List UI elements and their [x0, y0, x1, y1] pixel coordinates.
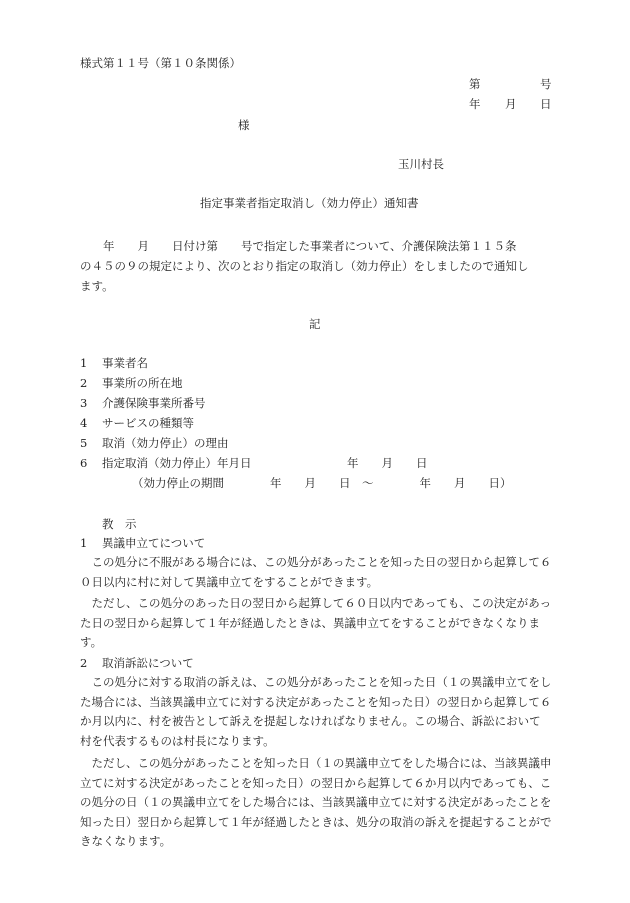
issuer: 玉川村長: [398, 157, 444, 171]
item-label: 事業者名: [102, 356, 148, 370]
section-paragraph: ただし、この処分があったことを知った日（１の異議申立てをした場合には、当該異議申立てに対する決定があったことを知った日）の翌日から起算して６か月以内であっても、この処分の日（１の異議申立てをした場合には、当該異議申立てに対する決定があったことを知った日）翌日から起算して１年が経過したときは、処分の取消の訴えを提起することができなくなります。: [80, 756, 552, 849]
item-label: 介護保険事業所番号: [102, 396, 206, 410]
section-heading: [80, 655, 194, 671]
section-number: 2: [80, 656, 88, 670]
item-number: 3: [80, 396, 88, 410]
item-label: 事業所の所在地: [102, 376, 183, 390]
item-number: 1: [80, 356, 88, 370]
doc-number-suffix: 号: [540, 77, 552, 91]
section-paragraph: ただし、この処分のあった日の翌日から起算して６０日以内であっても、この決定があった日の翌日から起算して１年が経過したときは、異議申立てをすることができなくなります。: [80, 596, 552, 650]
item-number: 2: [80, 376, 88, 390]
section-paragraph: この処分に対する取消の訴えは、この処分があったことを知った日（１の異議申立てをした場合には、当該異議申立てに対する決定があったことを知った日）の翌日から起算して６か月以内に、村を被告として訴えを提起しなければなりません。この場合、訴訟において村を代表するものは村長になります。: [80, 675, 552, 748]
item-label: 取消（効力停止）の理由: [102, 436, 229, 450]
section-paragraph: この処分に不服がある場合には、この処分があったことを知った日の翌日から起算して６０日以内に村に対して異議申立てをすることができます。: [80, 555, 552, 589]
suspension-period: （効力停止の期間 年 月 日 ～ 年 月 日）: [132, 476, 512, 490]
list-item: [80, 415, 194, 431]
item-label: サービスの種類等: [102, 416, 194, 430]
item-number: 4: [80, 416, 88, 430]
doc-number-prefix: 第: [469, 77, 481, 91]
body-text: [80, 236, 529, 296]
date-month-label: 月: [505, 97, 517, 111]
item6-date: 年 月 日: [347, 456, 428, 470]
date-day-label: 日: [540, 97, 552, 111]
form-number: 様式第１１号（第１０条関係）: [80, 56, 241, 70]
date-year-label: 年: [469, 97, 481, 111]
item-number: 6: [80, 456, 88, 470]
item-number: 5: [80, 436, 88, 450]
section-title: 異議申立てについて: [102, 536, 206, 550]
kyoji-heading: 教 示: [102, 517, 137, 531]
list-item: [80, 455, 252, 471]
section-title: 取消訴訟について: [102, 656, 194, 670]
addressee-suffix: 様: [238, 118, 250, 132]
section-heading: [80, 535, 205, 551]
list-item: [80, 375, 183, 391]
item-label: 指定取消（効力停止）年月日: [102, 456, 252, 470]
document-title: 指定事業者指定取消し（効力停止）通知書: [200, 196, 419, 210]
ki-label: 記: [309, 317, 321, 331]
body-line: ます。: [80, 279, 114, 293]
list-item: [80, 435, 229, 451]
section-number: 1: [80, 536, 88, 550]
list-item: [80, 395, 206, 411]
body-line: の４５の９の規定により、次のとおり指定の取消し（効力停止）をしましたので通知し: [80, 259, 529, 273]
list-item: [80, 355, 148, 371]
body-line: 年 月 日付け第 号で指定した事業者について、介護保険法第１１５条: [80, 239, 517, 253]
